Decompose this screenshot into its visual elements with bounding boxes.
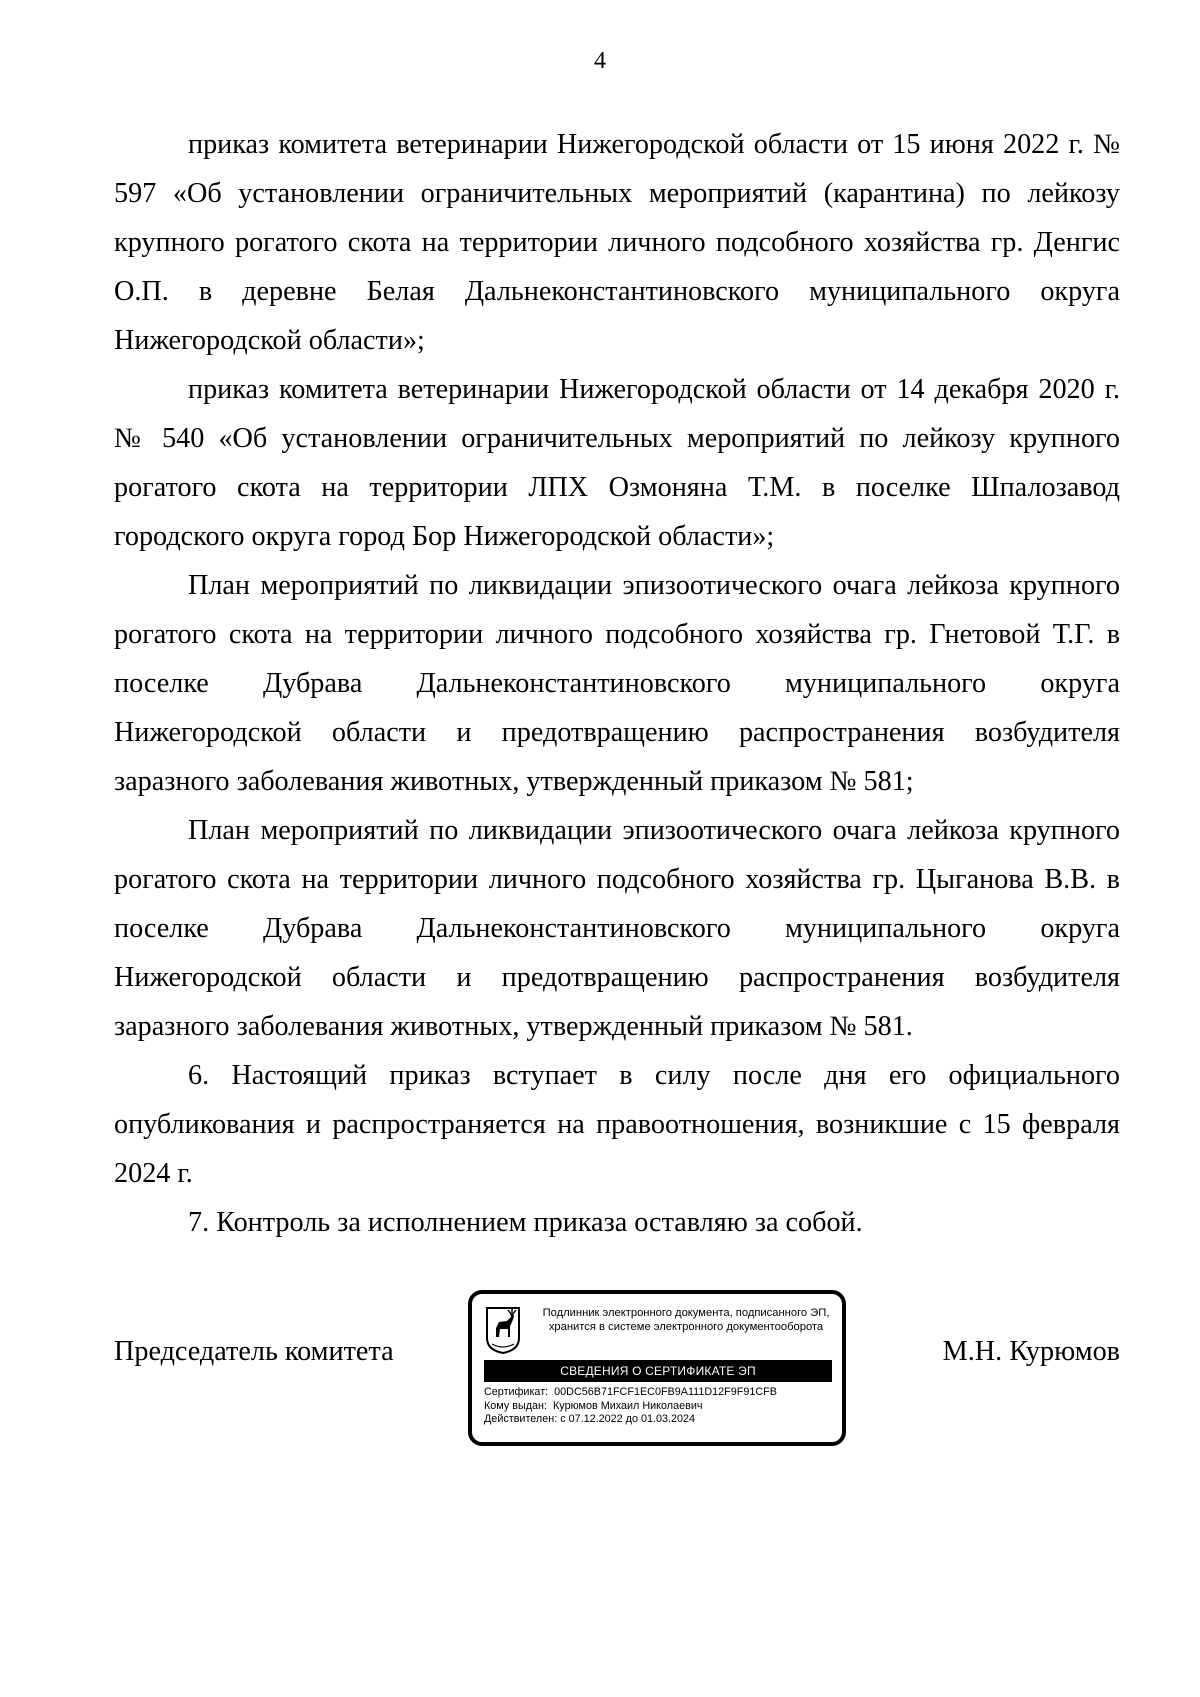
page-number: 4	[594, 48, 606, 74]
stamp-header-line-2: хранится в системе электронного документооборота	[548, 1321, 824, 1333]
signature-block	[114, 1290, 1120, 1450]
certificate-details	[484, 1386, 834, 1427]
paragraph-plan-gnetova: План мероприятий по ликвидации эпизоотического очага лейкоза крупного рогатого скота на территории личного подсобного хозяйства гр. Гнетовой Т.Г. в поселке Дубрава Дальнеконстантиновского муниципального округа Нижегородской области и предотвращению распространения возбудителя заразного заболевания животных, утвержденный приказом № 581;	[114, 570, 1120, 797]
paragraph-plan-tsyganov: План мероприятий по ликвидации эпизоотического очага лейкоза крупного рогатого скота на территории личного подсобного хозяйства гр. Цыганова В.В. в поселке Дубрава Дальнеконстантиновского муниципального округа Нижегородской области и предотвращению распространения возбудителя заразного заболевания животных, утвержденный приказом № 581.	[114, 815, 1120, 1042]
signatory-title: Председатель комитета	[114, 1336, 394, 1367]
validity-label: Действителен:	[484, 1413, 558, 1425]
document-body	[114, 120, 1120, 1247]
issued-to-value: Курюмов Михаил Николаевич	[553, 1399, 703, 1412]
certificate-value: 00DC56B71FCF1EC0FB9A111D12F9F91CFB	[554, 1386, 777, 1398]
paragraph-order-540: приказ комитета ветеринарии Нижегородской области от 14 декабря 2020 г. № 540 «Об установлении ограничительных мероприятий по лейкозу крупного рогатого скота на территории ЛПХ Озмоняна Т.М. в поселке Шпалозавод городского округа город Бор Нижегородской области»;	[114, 374, 1120, 552]
deer-emblem-icon	[484, 1306, 522, 1354]
stamp-header-line-1: Подлинник электронного документа, подписанного ЭП,	[542, 1307, 830, 1319]
validity-row	[484, 1413, 834, 1427]
issued-to-label: Кому выдан:	[484, 1399, 547, 1412]
certificate-row	[484, 1386, 834, 1400]
electronic-signature-stamp	[468, 1290, 846, 1446]
validity-value: с 07.12.2022 до 01.03.2024	[560, 1413, 695, 1425]
certificate-label: Сертификат:	[484, 1386, 549, 1398]
paragraph-order-597: приказ комитета ветеринарии Нижегородской области от 15 июня 2022 г. № 597 «Об установлении ограничительных мероприятий (карантина) по лейкозу крупного рогатого скота на территории личного подсобного хозяйства гр. Денгис О.П. в деревне Белая Дальнеконстантиновского муниципального округа Нижегородской области»;	[114, 129, 1120, 356]
paragraph-item-6: 6. Настоящий приказ вступает в силу после дня его официального опубликования и распространяется на правоотношения, возникшие с 15 февраля 2024 г.	[114, 1060, 1120, 1189]
signatory-name: М.Н. Курюмов	[942, 1336, 1120, 1367]
paragraph-item-7: 7. Контроль за исполнением приказа оставляю за собой.	[188, 1207, 863, 1238]
stamp-header	[530, 1306, 842, 1334]
issued-to-row	[484, 1400, 834, 1414]
certificate-info-bar: СВЕДЕНИЯ О СЕРТИФИКАТЕ ЭП	[484, 1360, 832, 1382]
